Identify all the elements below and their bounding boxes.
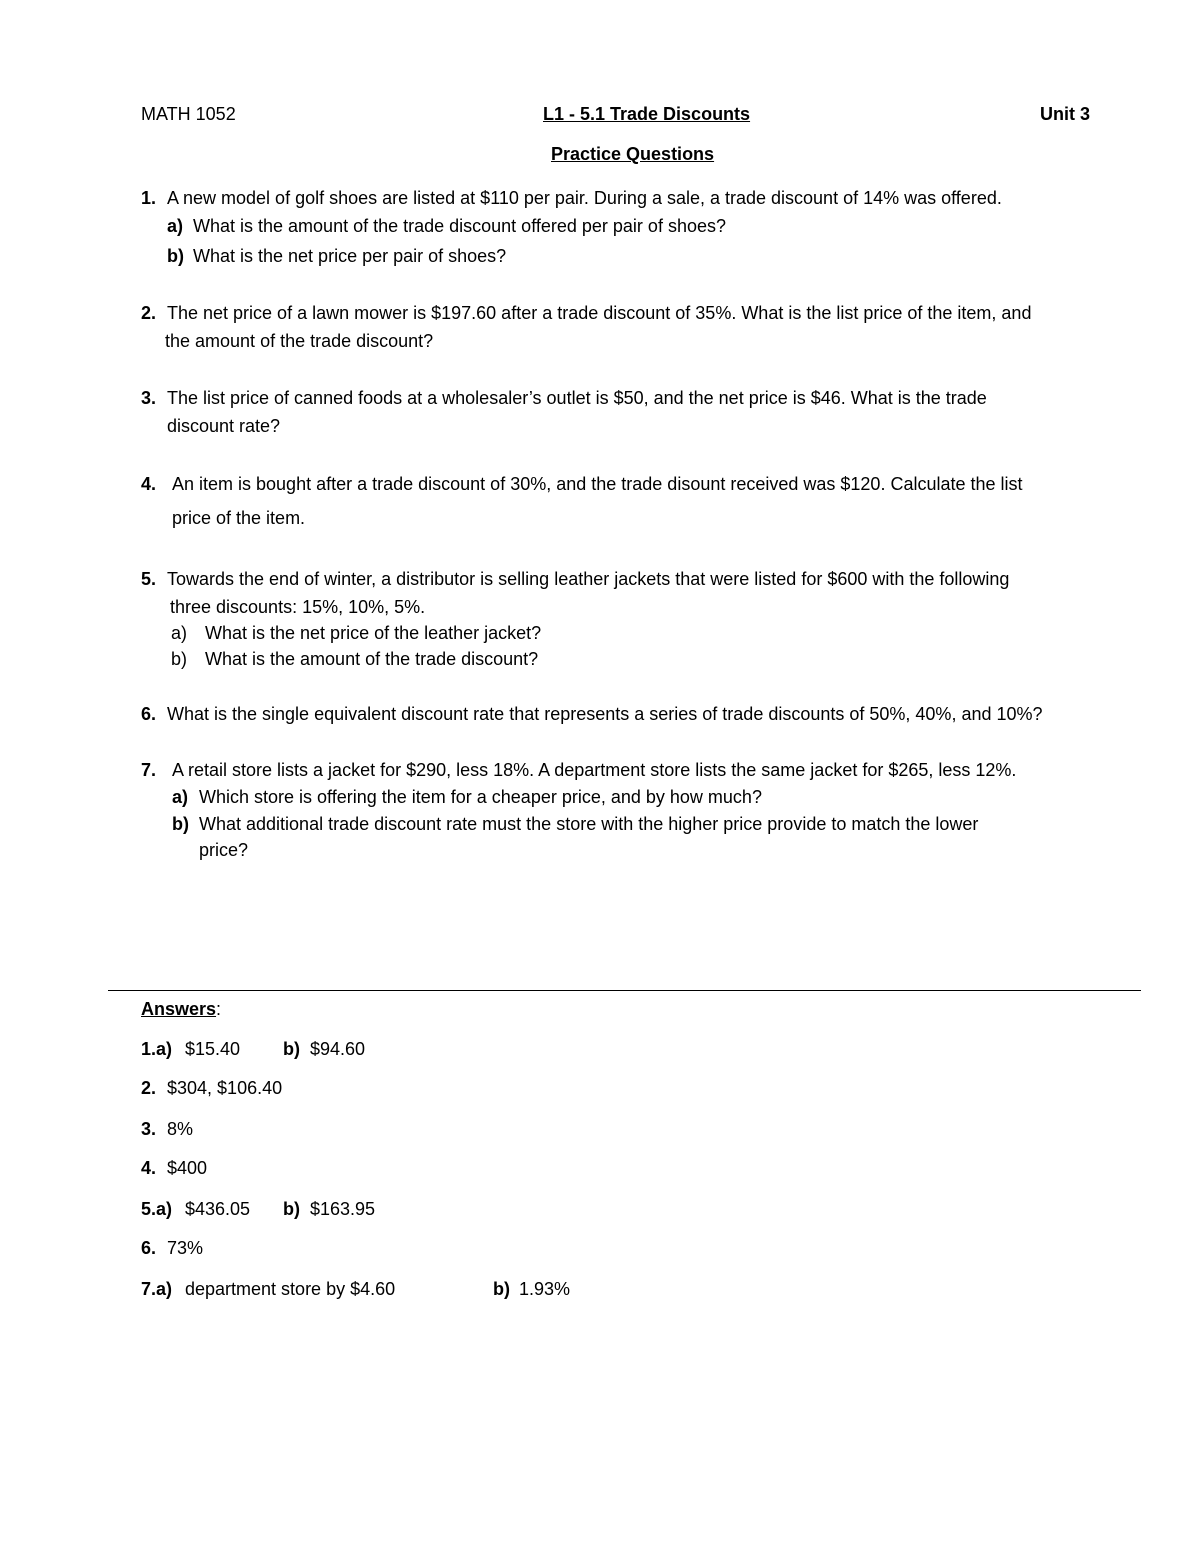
lesson-title: L1 - 5.1 Trade Discounts — [543, 104, 751, 124]
question-text: Towards the end of winter, a distributor is selling leather jackets that were listed for $600 with the following — [167, 569, 1010, 589]
part-label: b) — [172, 814, 189, 834]
answer-value: department store by $4.60 — [185, 1279, 396, 1299]
answer-label: 1.a) — [141, 1039, 173, 1059]
answer-value: 8% — [167, 1119, 194, 1139]
part-label: b) — [167, 246, 184, 266]
question-text: A retail store lists a jacket for $290, less 18%. A department store lists the same jacket for $265, less 12%. — [172, 760, 1017, 780]
answers-title: Answers — [141, 999, 217, 1019]
unit-label: Unit 3 — [1040, 104, 1091, 124]
question-text: The net price of a lawn mower is $197.60 after a trade discount of 35%. What is the list price of the item, and — [167, 303, 1032, 323]
answer-label: 7.a) — [141, 1279, 173, 1299]
part-text: What is the amount of the trade discount? — [205, 649, 539, 669]
question-number: 1. — [141, 188, 157, 208]
question-text-cont: discount rate? — [167, 416, 281, 436]
answer-label: 6. — [141, 1238, 157, 1258]
answers-heading — [141, 998, 221, 1021]
question-text: What is the single equivalent discount rate that represents a series of trade discounts of 50%, 40%, and 10%? — [167, 704, 1043, 724]
answer-label: 2. — [141, 1078, 157, 1098]
answer-label: b) — [283, 1199, 300, 1219]
answer-value: $94.60 — [310, 1039, 366, 1059]
answer-value: $163.95 — [310, 1199, 376, 1219]
part-label: a) — [172, 787, 189, 807]
part-text-cont: price? — [199, 840, 249, 860]
answer-label: 4. — [141, 1158, 157, 1178]
question-text: An item is bought after a trade discount of 30%, and the trade disount received was $120. Calculate the list — [172, 474, 1023, 494]
answers-divider — [108, 990, 1141, 991]
answers-colon: : — [216, 999, 222, 1019]
question-text: The list price of canned foods at a wholesaler’s outlet is $50, and the net price is $46. What is the trade — [167, 388, 987, 408]
question-text-cont: price of the item. — [172, 508, 306, 528]
question-number: 6. — [141, 704, 157, 724]
part-label: b) — [171, 649, 188, 669]
answer-value: $400 — [167, 1158, 208, 1178]
part-text: What is the net price per pair of shoes? — [193, 246, 507, 266]
section-title: Practice Questions — [551, 144, 715, 164]
question-number: 7. — [141, 760, 157, 780]
answer-label: b) — [283, 1039, 300, 1059]
answer-value: 1.93% — [519, 1279, 571, 1299]
course-code: MATH 1052 — [141, 104, 236, 124]
question-text-cont: the amount of the trade discount? — [165, 331, 434, 351]
part-label: a) — [171, 623, 188, 643]
question-number: 3. — [141, 388, 157, 408]
part-text: Which store is offering the item for a cheaper price, and by how much? — [199, 787, 762, 807]
answer-label: 5.a) — [141, 1199, 173, 1219]
answer-label: b) — [493, 1279, 510, 1299]
question-number: 4. — [141, 474, 157, 494]
question-text: A new model of golf shoes are listed at $110 per pair. During a sale, a trade discount of 14% was offered. — [167, 188, 1002, 208]
answer-value: $304, $106.40 — [167, 1078, 283, 1098]
part-text: What is the net price of the leather jacket? — [205, 623, 542, 643]
answer-value: $436.05 — [185, 1199, 251, 1219]
part-label: a) — [167, 216, 184, 236]
answer-label: 3. — [141, 1119, 157, 1139]
question-text-cont: three discounts: 15%, 10%, 5%. — [170, 597, 426, 617]
answer-value: $15.40 — [185, 1039, 241, 1059]
question-number: 2. — [141, 303, 157, 323]
answer-value: 73% — [167, 1238, 204, 1258]
part-text: What additional trade discount rate must the store with the higher price provide to match the lower — [199, 814, 979, 834]
question-number: 5. — [141, 569, 157, 589]
part-text: What is the amount of the trade discount offered per pair of shoes? — [193, 216, 726, 236]
